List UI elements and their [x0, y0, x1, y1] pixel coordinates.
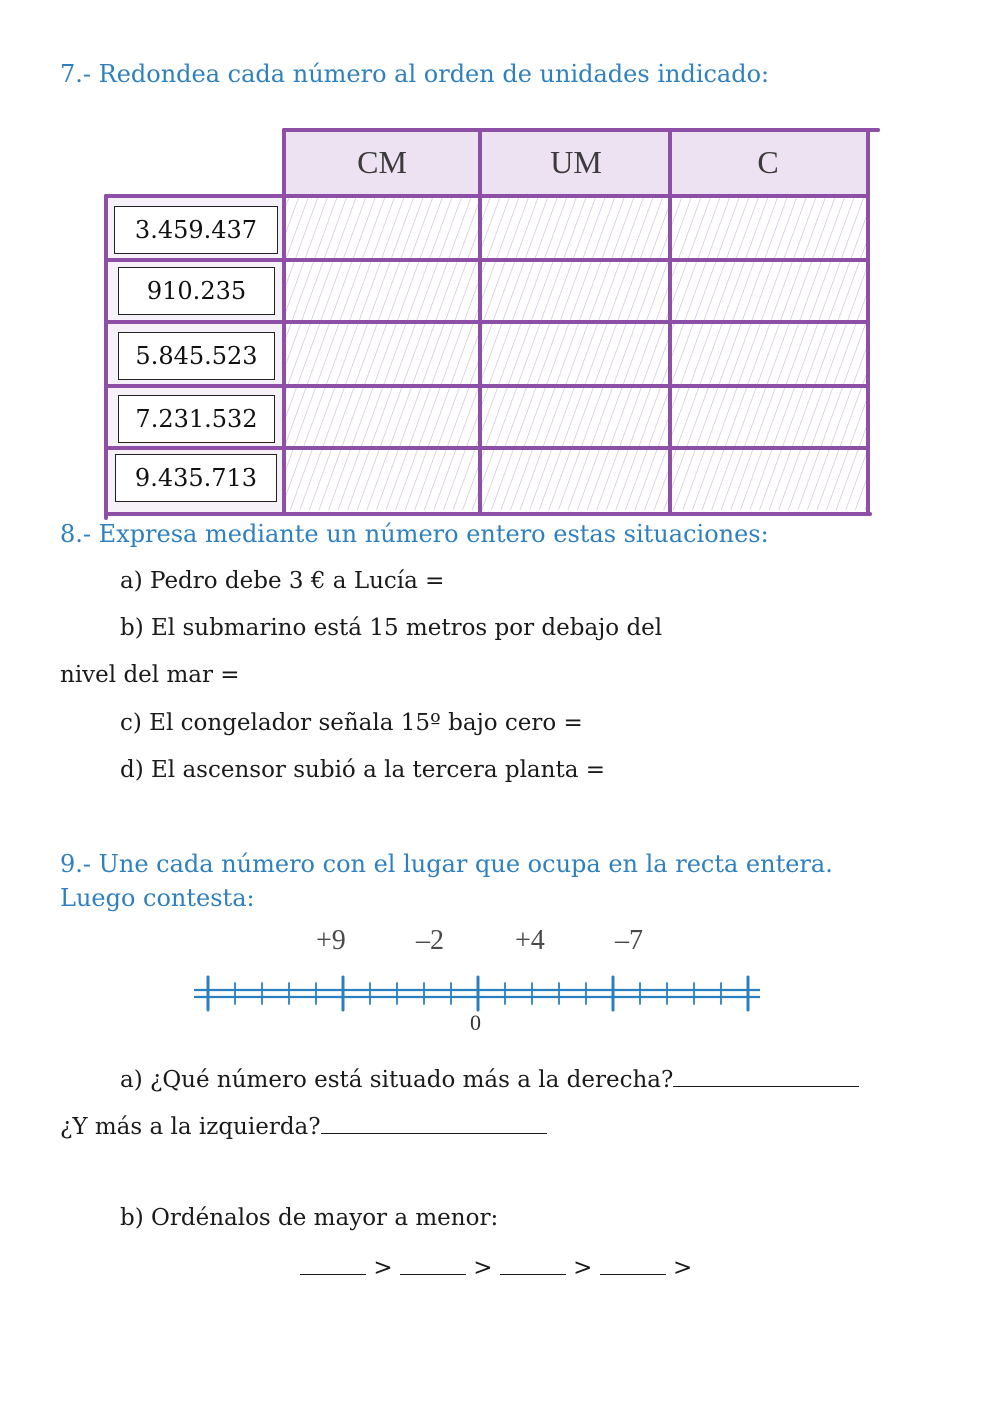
answer-cell[interactable]: [286, 198, 476, 258]
number-box: 9.435.713: [115, 454, 277, 502]
answer-cell[interactable]: [286, 388, 476, 446]
answer-cell[interactable]: [670, 388, 864, 446]
answer-cell[interactable]: [480, 450, 666, 510]
greater-than-sign: >: [573, 1255, 593, 1281]
exercise-9-subtitle: Luego contesta:: [60, 884, 255, 912]
exercise-9-title: 9.- Une cada número con el lugar que ocupa en la recta entera.: [60, 850, 833, 878]
number-box: 910.235: [118, 267, 275, 315]
question-a: [120, 1064, 859, 1093]
answer-blank[interactable]: [321, 1111, 547, 1134]
order-blank[interactable]: [600, 1252, 666, 1275]
question-b: b) Ordénalos de mayor a menor:: [120, 1205, 499, 1231]
column-header-um: UM: [550, 144, 602, 180]
question-a-left: [60, 1111, 547, 1140]
order-blank[interactable]: [500, 1252, 566, 1275]
column-header-c: C: [757, 144, 779, 180]
order-blanks: [300, 1252, 692, 1281]
answer-cell[interactable]: [670, 262, 864, 320]
answer-cell[interactable]: [670, 324, 864, 384]
question-a-text: a) ¿Qué número está situado más a la derecha?: [120, 1067, 674, 1093]
number-box: 7.231.532: [118, 395, 275, 443]
integer-label[interactable]: +9: [316, 925, 346, 956]
greater-than-sign: >: [373, 1255, 393, 1281]
exercise-7-title: 7.- Redondea cada número al orden de unidades indicado:: [60, 60, 770, 88]
situation-a: a) Pedro debe 3 € a Lucía =: [120, 568, 445, 594]
answer-cell[interactable]: [480, 198, 666, 258]
answer-cell[interactable]: [480, 262, 666, 320]
situation-c: c) El congelador señala 15º bajo cero =: [120, 710, 583, 736]
order-blank[interactable]: [300, 1252, 366, 1275]
answer-cell[interactable]: [286, 262, 476, 320]
answer-cell[interactable]: [286, 450, 476, 510]
order-blank[interactable]: [400, 1252, 466, 1275]
number-box: 5.845.523: [118, 332, 275, 380]
column-header-cm: CM: [357, 144, 407, 180]
answer-cell[interactable]: [480, 324, 666, 384]
answer-cell[interactable]: [480, 388, 666, 446]
integer-label[interactable]: +4: [515, 925, 545, 956]
answer-blank[interactable]: [673, 1064, 859, 1087]
greater-than-sign: >: [673, 1255, 693, 1281]
answer-cell[interactable]: [286, 324, 476, 384]
situation-b-line2: nivel del mar =: [60, 662, 240, 688]
integer-label[interactable]: –7: [615, 925, 643, 956]
answer-cell[interactable]: [670, 198, 864, 258]
integer-label[interactable]: –2: [416, 925, 444, 956]
situation-d: d) El ascensor subió a la tercera planta =: [120, 757, 605, 783]
situation-b-line1: b) El submarino está 15 metros por debajo del: [120, 615, 663, 641]
number-line: [190, 975, 770, 1015]
number-box: 3.459.437: [114, 206, 278, 254]
greater-than-sign: >: [473, 1255, 493, 1281]
answer-cell[interactable]: [670, 450, 864, 510]
zero-label: 0: [470, 1010, 481, 1035]
question-a-left-text: ¿Y más a la izquierda?: [60, 1114, 321, 1140]
exercise-8-title: 8.- Expresa mediante un número entero estas situaciones:: [60, 520, 769, 548]
